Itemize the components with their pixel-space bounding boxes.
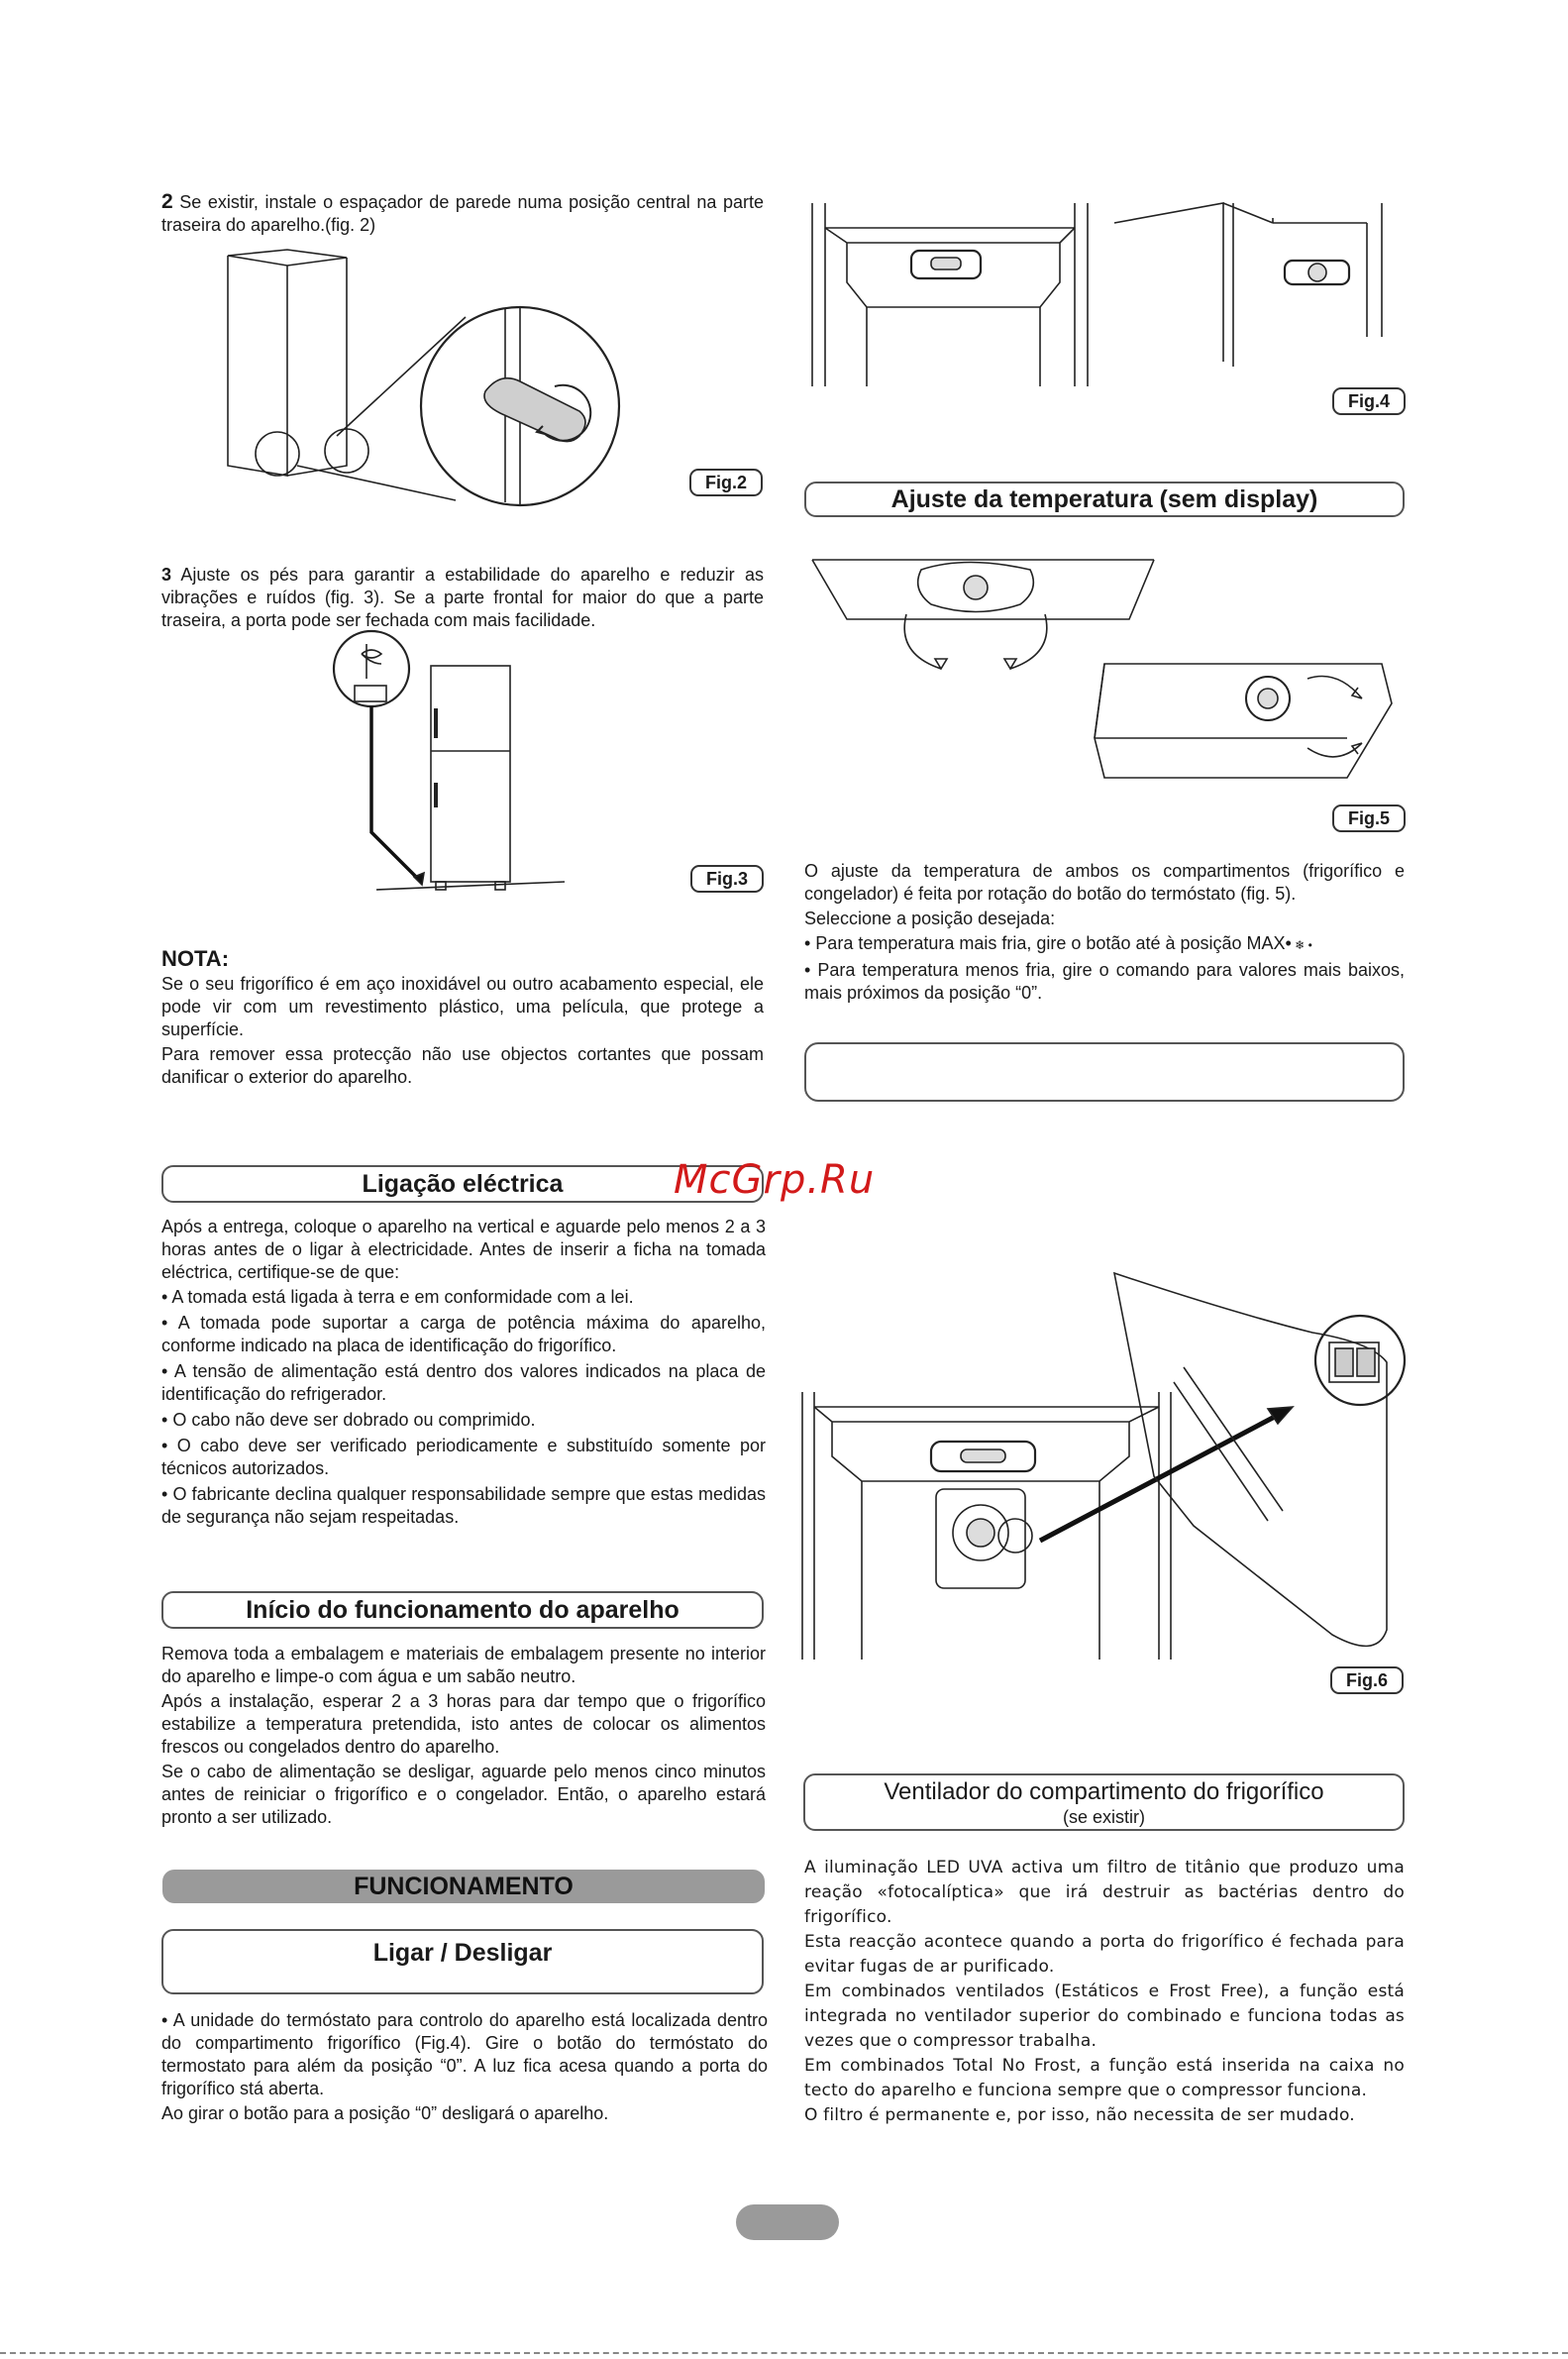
funcionamento-title: FUNCIONAMENTO <box>354 1873 574 1900</box>
fig6-illustration <box>802 1273 1397 1660</box>
fig3-illustration <box>327 624 584 911</box>
nota-title: NOTA: <box>161 946 230 971</box>
fig4-illustration <box>807 203 1402 386</box>
step3-number: 3 <box>161 565 172 585</box>
ventilador-paragraph-4: Em combinados Total No Frost, a função está inserida na caixa no tecto do aparelho e funciona sempre que o compressor funciona. <box>804 2056 1405 2100</box>
ajuste-title-box <box>804 482 1405 517</box>
ventilador-title: Ventilador do compartimento do frigorífico <box>884 1778 1324 1805</box>
ajuste-bullet-2: • Para temperatura menos fria, gire o comando para valores mais baixos, mais próximos da posição “0”. <box>804 960 1405 1003</box>
step3-text <box>161 564 764 632</box>
nota-paragraph-2: Para remover essa protecção não use objectos cortantes que possam danificar o exterior do aparelho. <box>161 1044 764 1087</box>
ajuste-paragraph-2: Seleccione a posição desejada: <box>804 909 1056 928</box>
ligar-paragraph-2: Ao girar o botão para a posição “0” desligará o aparelho. <box>161 2103 609 2123</box>
list-item: • O fabricante declina qualquer responsabilidade sempre que estas medidas de segurança não sejam respeitadas. <box>161 1483 766 1529</box>
fig2-illustration <box>218 248 654 515</box>
watermark: McGrp.Ru <box>674 1157 876 1203</box>
ventilador-paragraph-3: Em combinados ventilados (Estáticos e Frost Free), a função está integrada no ventilador superior do combinado e funciona todas as vezes que o compressor trabalha. <box>804 1982 1405 2051</box>
ajuste-title: Ajuste da temperatura (sem display) <box>890 485 1318 513</box>
funcionamento-banner <box>162 1870 765 1903</box>
list-item: • A tensão de alimentação está dentro dos valores indicados na placa de identificação do refrigerador. <box>161 1360 766 1406</box>
inicio-title: Início do funcionamento do aparelho <box>246 1596 679 1624</box>
fig5-label: Fig.5 <box>1332 804 1406 832</box>
ajuste-bullet-1-text: • Para temperatura mais fria, gire o botão até à posição MAX• <box>804 933 1292 953</box>
fig5-illustration <box>807 555 1402 798</box>
ventilador-body <box>804 1856 1405 2128</box>
nota-body <box>161 973 764 1091</box>
inicio-paragraph-3: Se o cabo de alimentação se desligar, aguarde pelo menos cinco minutos antes de reiniciar o frigorífico e o congelador. Então, o aparelho estará pronto a ser utilizado. <box>161 1762 766 1827</box>
list-item: • A tomada está ligada à terra e em conformidade com a lei. <box>161 1286 766 1309</box>
ligar-body <box>161 2009 768 2127</box>
ventilador-paragraph-1: A iluminação LED UVA activa um filtro de titânio que produzo uma reação «fotocalíptica» que irá destruir as bactérias dentro do frigorífico. <box>804 1858 1405 1927</box>
ajuste-bullet-1 <box>804 932 1405 957</box>
snowflake-icon: ❄ • <box>1291 938 1312 952</box>
nota-paragraph-1: Se o seu frigorífico é em aço inoxidável ou outro acabamento especial, ele pode vir com um revestimento plástico, uma película, que protege a superfície. <box>161 974 764 1039</box>
ligar-paragraph-1: • A unidade do termóstato para controlo do aparelho está localizada dentro do compartimento frigorífico (Fig.4). Gire o botão do termóstato do termostato para além da posição “0”. A luz fica acesa quando a porta do frigorífico stá aberta. <box>161 2010 768 2098</box>
step3-body: Ajuste os pés para garantir a estabilidade do aparelho e reduzir as vibrações e ruídos (fig. 3). Se a parte frontal for maior do que a parte traseira, a porta pode ser fechada com mais facilidade. <box>161 565 764 630</box>
step2-text <box>161 190 764 237</box>
ajuste-paragraph-1: O ajuste da temperatura de ambos os compartimentos (frigorífico e congelador) é feita por rotação do botão do termóstato (fig. 5). <box>804 861 1405 904</box>
fig2-label: Fig.2 <box>689 469 763 496</box>
step2-body: Se existir, instale o espaçador de parede numa posição central na parte traseira do aparelho.(fig. 2) <box>161 192 764 235</box>
inicio-body <box>161 1643 766 1831</box>
inicio-paragraph-1: Remova toda a embalagem e materiais de embalagem presente no interior do aparelho e limpe-o com água e um sabão neutro. <box>161 1644 766 1686</box>
ajuste-body <box>804 860 1405 1007</box>
bottom-rule <box>0 2352 1568 2354</box>
ventilador-title-box <box>803 1773 1405 1831</box>
list-item: • A tomada pode suportar a carga de potência máxima do aparelho, conforme indicado na placa de identificação do frigorífico. <box>161 1312 766 1357</box>
fig6-label: Fig.6 <box>1330 1666 1404 1694</box>
fig4-label: Fig.4 <box>1332 387 1406 415</box>
list-item: • O cabo deve ser verificado periodicamente e substituído somente por técnicos autorizados. <box>161 1435 766 1480</box>
ligacao-body <box>161 1216 766 1532</box>
inicio-paragraph-2: Após a instalação, esperar 2 a 3 horas para dar tempo que o frigorífico estabilize a temperatura pretendida, isto antes de colocar os alimentos frescos ou congelados dentro do aparelho. <box>161 1691 766 1757</box>
ventilador-subtitle: (se existir) <box>1062 1807 1145 1827</box>
inicio-title-box <box>161 1591 764 1629</box>
ligar-title-box <box>161 1929 764 1994</box>
ligacao-intro: Após a entrega, coloque o aparelho na vertical e aguarde pelo menos 2 a 3 horas antes de o ligar à electricidade. Antes de inserir a ficha na tomada eléctrica, certifique-se de que: <box>161 1217 766 1282</box>
list-item: • O cabo não deve ser dobrado ou comprimido. <box>161 1409 766 1432</box>
ventilador-paragraph-5: O filtro é permanente e, por isso, não necessita de ser mudado. <box>804 2105 1355 2125</box>
page-number-pill <box>736 2204 839 2240</box>
ventilador-paragraph-2: Esta reacção acontece quando a porta do frigorífico é fechada para evitar fugas de ar purificado. <box>804 1932 1405 1977</box>
empty-box <box>804 1042 1405 1102</box>
ligacao-title: Ligação eléctrica <box>362 1170 564 1198</box>
ligar-title: Ligar / Desligar <box>372 1939 553 1967</box>
fig3-label: Fig.3 <box>690 865 764 893</box>
step2-number: 2 <box>161 190 173 213</box>
ligacao-list <box>161 1286 766 1529</box>
